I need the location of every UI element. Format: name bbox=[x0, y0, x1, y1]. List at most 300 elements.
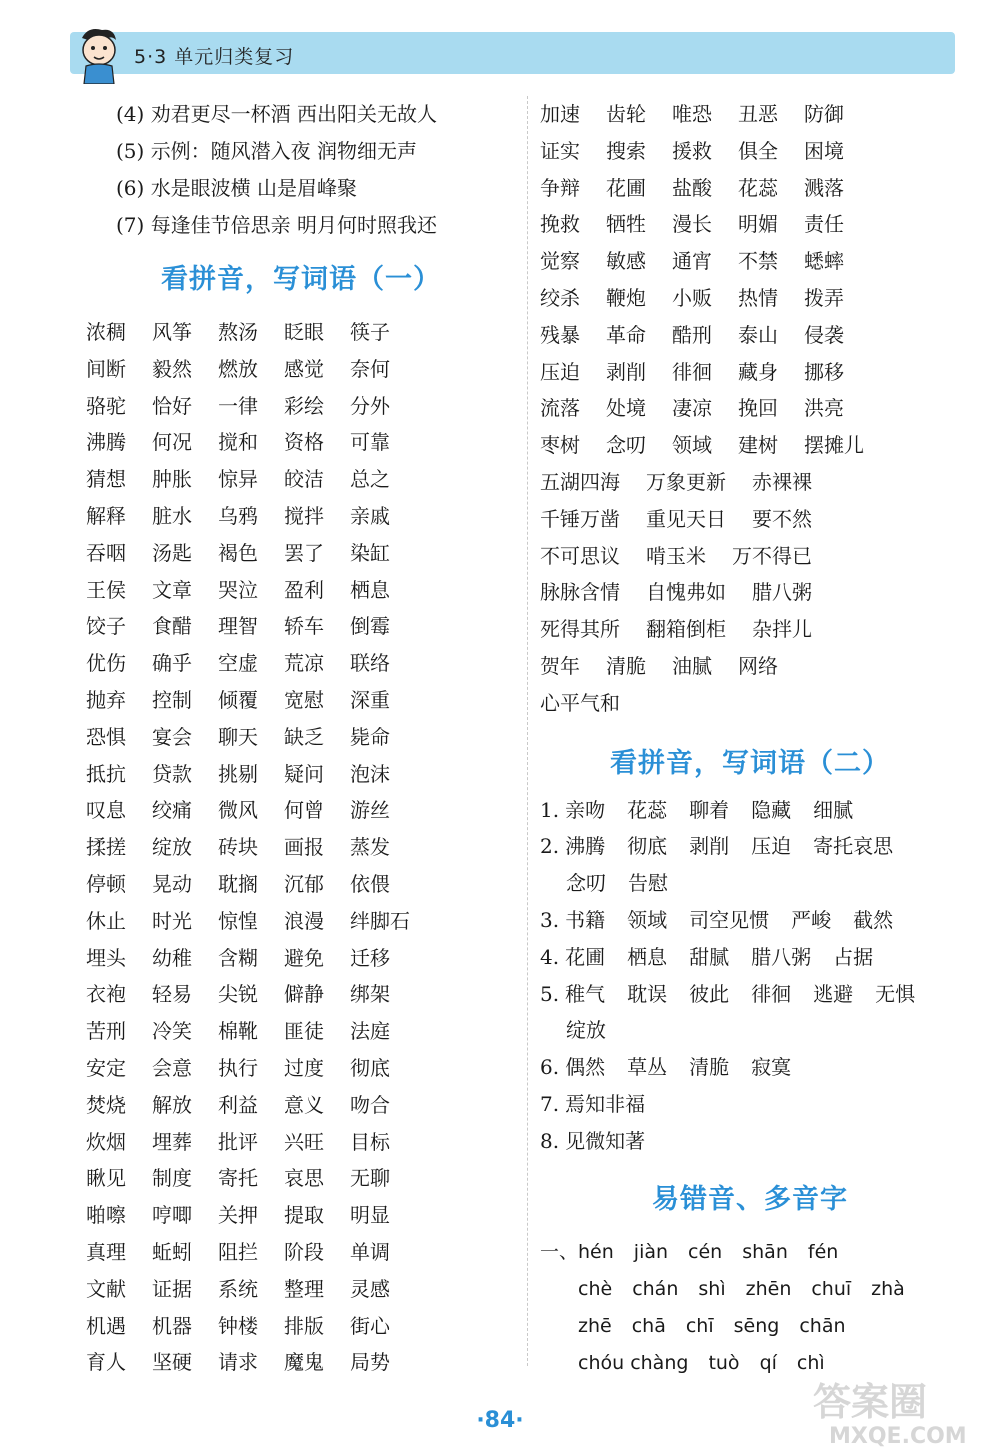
answer-word: 花蕊 bbox=[627, 797, 668, 822]
word: 棉靴 bbox=[218, 1019, 258, 1044]
phrase: 啃玉米 bbox=[646, 543, 706, 568]
word: 念叨 bbox=[606, 433, 646, 458]
pinyin: qí bbox=[759, 1351, 777, 1374]
word: 亲戚 bbox=[350, 503, 390, 528]
phrase: 千锤万凿 bbox=[540, 506, 620, 531]
answer-word: 告慰 bbox=[628, 871, 668, 896]
pinyin: chán bbox=[632, 1277, 679, 1300]
word: 浪漫 bbox=[284, 908, 324, 933]
word: 争辩 bbox=[540, 175, 580, 200]
word: 罢了 bbox=[284, 540, 324, 565]
word-row bbox=[86, 1234, 516, 1271]
word-row bbox=[86, 829, 516, 866]
word-row bbox=[86, 756, 516, 793]
word: 系统 bbox=[218, 1276, 258, 1301]
word: 意义 bbox=[284, 1092, 324, 1117]
word: 迁移 bbox=[350, 945, 390, 970]
phrase-row bbox=[540, 611, 960, 648]
word: 寄托 bbox=[218, 1166, 258, 1191]
phrase-row bbox=[540, 538, 960, 575]
word: 宽慰 bbox=[284, 687, 324, 712]
phrase-row bbox=[540, 685, 960, 722]
answer-word: 绽放 bbox=[566, 1018, 606, 1043]
word: 吻合 bbox=[350, 1092, 390, 1117]
answer-word: 焉知非福 bbox=[565, 1091, 646, 1116]
word: 残暴 bbox=[540, 322, 580, 347]
word: 时光 bbox=[152, 908, 192, 933]
answer-number: 4. bbox=[540, 944, 560, 969]
phrase: 清脆 bbox=[606, 653, 646, 678]
word: 敏感 bbox=[606, 249, 646, 274]
word-row bbox=[540, 317, 960, 354]
word: 哭泣 bbox=[218, 577, 258, 602]
column-divider bbox=[527, 96, 528, 1366]
answer-word: 见微知著 bbox=[565, 1128, 646, 1153]
answer-word: 腊八粥 bbox=[751, 944, 812, 969]
word: 灵感 bbox=[350, 1276, 390, 1301]
word-row bbox=[86, 1013, 516, 1050]
word: 文章 bbox=[152, 577, 192, 602]
word: 晃动 bbox=[152, 871, 192, 896]
word: 感觉 bbox=[284, 356, 324, 381]
word: 资格 bbox=[284, 430, 324, 455]
phrase: 死得其所 bbox=[540, 617, 620, 642]
pinyin: shān bbox=[742, 1240, 788, 1263]
word-row bbox=[86, 314, 516, 351]
word: 优伤 bbox=[86, 651, 126, 676]
word-row bbox=[86, 424, 516, 461]
answer-word: 栖息 bbox=[627, 944, 668, 969]
word: 坚硬 bbox=[152, 1350, 192, 1375]
word: 筷子 bbox=[350, 320, 390, 344]
phrase: 重见天日 bbox=[646, 506, 726, 531]
word-row bbox=[540, 243, 960, 280]
word: 哼唧 bbox=[152, 1203, 192, 1228]
answer-word: 甜腻 bbox=[689, 944, 730, 969]
answer-word: 亲吻 bbox=[565, 797, 606, 822]
word: 过度 bbox=[284, 1055, 324, 1080]
word: 丑恶 bbox=[738, 102, 778, 126]
answer-word: 压迫 bbox=[751, 834, 792, 859]
pinyin: fén bbox=[807, 1240, 839, 1263]
pinyin: chān bbox=[799, 1314, 846, 1337]
word: 栖息 bbox=[350, 577, 390, 602]
word: 热情 bbox=[738, 285, 778, 310]
answer-row bbox=[540, 1086, 960, 1123]
word: 齿轮 bbox=[606, 102, 646, 126]
word: 整理 bbox=[284, 1276, 324, 1301]
word: 炊烟 bbox=[86, 1129, 126, 1154]
pinyin: chóu chàng bbox=[578, 1351, 689, 1374]
word: 处境 bbox=[606, 396, 646, 421]
word: 防御 bbox=[804, 102, 844, 126]
word: 冷笑 bbox=[152, 1019, 192, 1044]
answer-word: 剥削 bbox=[689, 834, 730, 859]
word: 控制 bbox=[152, 687, 192, 712]
answer-row bbox=[540, 939, 960, 976]
phrase: 万象更新 bbox=[646, 469, 726, 494]
word: 深重 bbox=[350, 687, 390, 712]
word: 休止 bbox=[86, 908, 126, 933]
word: 尖锐 bbox=[218, 982, 258, 1007]
word: 浓稠 bbox=[86, 320, 126, 344]
word: 燃放 bbox=[218, 356, 258, 381]
word: 机器 bbox=[152, 1313, 192, 1338]
word: 确乎 bbox=[152, 651, 192, 676]
word: 饺子 bbox=[86, 614, 126, 639]
answer-number: 7. bbox=[540, 1091, 560, 1116]
word: 眨眼 bbox=[284, 320, 324, 344]
pinyin: tuò bbox=[708, 1351, 740, 1374]
word: 风筝 bbox=[152, 320, 192, 344]
pinyin: shì bbox=[698, 1277, 726, 1300]
word: 援救 bbox=[672, 138, 712, 163]
word: 明显 bbox=[350, 1203, 390, 1228]
answer-word: 聊着 bbox=[689, 797, 730, 822]
pinyin: chī bbox=[685, 1314, 714, 1337]
word: 挪移 bbox=[804, 359, 844, 384]
word: 目标 bbox=[350, 1129, 390, 1154]
word: 砖块 bbox=[218, 835, 258, 860]
word: 溅落 bbox=[804, 175, 844, 200]
pinyin: chuī bbox=[811, 1277, 852, 1300]
word: 彩绘 bbox=[284, 393, 324, 418]
word: 困境 bbox=[804, 138, 844, 163]
word: 盐酸 bbox=[672, 175, 712, 200]
word: 钟楼 bbox=[218, 1313, 258, 1338]
word: 蚯蚓 bbox=[152, 1239, 192, 1264]
word-row bbox=[86, 682, 516, 719]
word: 何况 bbox=[152, 430, 192, 455]
word: 兴旺 bbox=[284, 1129, 324, 1154]
word: 汤匙 bbox=[152, 540, 192, 565]
word: 停顿 bbox=[86, 871, 126, 896]
word-row bbox=[86, 1050, 516, 1087]
answer-word: 领域 bbox=[627, 907, 668, 932]
word: 揉搓 bbox=[86, 835, 126, 860]
word: 不禁 bbox=[738, 249, 778, 274]
section-title: 易错音、多音字 bbox=[652, 1183, 848, 1215]
phrase-row bbox=[540, 501, 960, 538]
answer-number: 2. bbox=[540, 834, 560, 859]
word: 啪嚓 bbox=[86, 1203, 126, 1228]
word-row bbox=[540, 206, 960, 243]
word-row bbox=[86, 1344, 516, 1381]
word: 徘徊 bbox=[672, 359, 712, 384]
word: 僻静 bbox=[284, 982, 324, 1007]
word: 埋葬 bbox=[152, 1129, 192, 1154]
word: 责任 bbox=[804, 212, 844, 237]
word: 可靠 bbox=[350, 430, 390, 455]
answer-word: 寄托哀思 bbox=[813, 834, 894, 859]
phrase: 心平气和 bbox=[540, 690, 620, 715]
right-column bbox=[540, 96, 960, 1382]
word: 凄凉 bbox=[672, 396, 712, 421]
word: 单调 bbox=[350, 1239, 390, 1264]
word-row bbox=[86, 498, 516, 535]
word-row bbox=[86, 1087, 516, 1124]
word: 画报 bbox=[284, 835, 324, 860]
word: 通宵 bbox=[672, 249, 712, 274]
word: 绞杀 bbox=[540, 285, 580, 310]
word: 俱全 bbox=[738, 138, 778, 163]
answer-list bbox=[540, 792, 960, 1160]
cartoon-boy-icon bbox=[68, 26, 130, 84]
phrase: 油腻 bbox=[672, 653, 712, 678]
word: 证据 bbox=[152, 1276, 192, 1301]
poem-line: (5) 示例：随风潜入夜 润物细无声 bbox=[116, 139, 418, 163]
word: 唯恐 bbox=[672, 102, 712, 126]
word-row bbox=[540, 390, 960, 427]
pinyin: zhēn bbox=[745, 1277, 792, 1300]
word: 微风 bbox=[218, 798, 258, 823]
word-row bbox=[540, 170, 960, 207]
watermark-line2: MXQE.COM bbox=[829, 1424, 967, 1449]
word: 轿车 bbox=[284, 614, 324, 639]
pinyin-row bbox=[540, 1234, 960, 1271]
word-row bbox=[86, 572, 516, 609]
word: 惊惶 bbox=[218, 908, 258, 933]
word: 依偎 bbox=[350, 871, 390, 896]
word: 安定 bbox=[86, 1055, 126, 1080]
word: 无聊 bbox=[350, 1166, 390, 1191]
word-row bbox=[86, 940, 516, 977]
word: 魔鬼 bbox=[284, 1350, 324, 1375]
pinyin: jiàn bbox=[633, 1240, 669, 1263]
phrase: 杂拌儿 bbox=[752, 617, 812, 642]
word: 绞痛 bbox=[152, 798, 192, 823]
word: 理智 bbox=[218, 614, 258, 639]
word-row bbox=[86, 1160, 516, 1197]
word-row bbox=[86, 719, 516, 756]
phrase-row bbox=[540, 464, 960, 501]
word: 拨弄 bbox=[804, 285, 844, 310]
answer-word: 隐藏 bbox=[751, 797, 792, 822]
word: 毙命 bbox=[350, 724, 390, 749]
word-row bbox=[86, 461, 516, 498]
answer-row bbox=[540, 792, 960, 829]
word: 恐惧 bbox=[86, 724, 126, 749]
pinyin: chā bbox=[631, 1314, 666, 1337]
answer-word: 细腻 bbox=[813, 797, 854, 822]
answer-word: 无惧 bbox=[875, 981, 916, 1006]
word-row bbox=[86, 1197, 516, 1234]
phrase: 腊八粥 bbox=[752, 580, 812, 605]
answer-word: 寂寞 bbox=[751, 1055, 792, 1080]
section-title: 看拼音，写词语（二） bbox=[610, 747, 890, 779]
word: 泡沫 bbox=[350, 761, 390, 786]
page-number: ·84· bbox=[476, 1408, 524, 1433]
answer-word: 花圃 bbox=[565, 944, 606, 969]
answer-row bbox=[540, 1012, 960, 1049]
answer-word: 草丛 bbox=[627, 1055, 668, 1080]
word: 沸腾 bbox=[86, 430, 126, 455]
word: 提取 bbox=[284, 1203, 324, 1228]
word: 藏身 bbox=[738, 359, 778, 384]
word: 沉郁 bbox=[284, 871, 324, 896]
word-row bbox=[540, 96, 960, 133]
word: 盈利 bbox=[284, 577, 324, 602]
word: 挑剔 bbox=[218, 761, 258, 786]
word: 贷款 bbox=[152, 761, 192, 786]
word: 衣袍 bbox=[86, 982, 126, 1007]
pinyin: chì bbox=[796, 1351, 825, 1374]
word: 酷刑 bbox=[672, 322, 712, 347]
word: 法庭 bbox=[350, 1019, 390, 1044]
phrase-row bbox=[540, 574, 960, 611]
poem-line: (7) 每逢佳节倍思亲 明月何时照我还 bbox=[116, 213, 438, 237]
word: 搅拌 bbox=[284, 503, 324, 528]
word: 抛弃 bbox=[86, 687, 126, 712]
answer-row bbox=[540, 1049, 960, 1086]
word: 革命 bbox=[606, 322, 646, 347]
word-row bbox=[540, 133, 960, 170]
phrase: 贺年 bbox=[540, 653, 580, 678]
word: 倒霉 bbox=[350, 614, 390, 639]
word: 匪徒 bbox=[284, 1019, 324, 1044]
word: 会意 bbox=[152, 1055, 192, 1080]
word: 花蕊 bbox=[738, 175, 778, 200]
answer-word: 彻底 bbox=[627, 834, 668, 859]
word: 加速 bbox=[540, 102, 580, 126]
word-row bbox=[540, 280, 960, 317]
answer-word: 彼此 bbox=[689, 981, 730, 1006]
word-row bbox=[86, 1308, 516, 1345]
word: 阶段 bbox=[284, 1239, 324, 1264]
pinyin: hén bbox=[578, 1240, 614, 1263]
answer-word: 严峻 bbox=[791, 907, 832, 932]
word: 请求 bbox=[218, 1350, 258, 1375]
word: 骆驼 bbox=[86, 393, 126, 418]
word: 一律 bbox=[218, 393, 258, 418]
word: 肿胀 bbox=[152, 467, 192, 492]
word: 惊异 bbox=[218, 467, 258, 492]
word: 小贩 bbox=[672, 285, 712, 310]
word: 花圃 bbox=[606, 175, 646, 200]
pinyin: cén bbox=[688, 1240, 723, 1263]
phrase: 万不得已 bbox=[732, 543, 812, 568]
word: 聊天 bbox=[218, 724, 258, 749]
answer-word: 耽误 bbox=[627, 981, 668, 1006]
word: 疑问 bbox=[284, 761, 324, 786]
word: 何曾 bbox=[284, 798, 324, 823]
word: 搅和 bbox=[218, 430, 258, 455]
word: 避免 bbox=[284, 945, 324, 970]
word: 解放 bbox=[152, 1092, 192, 1117]
answer-word: 司空见惯 bbox=[689, 907, 770, 932]
word: 觉察 bbox=[540, 249, 580, 274]
answer-number: 8. bbox=[540, 1128, 560, 1153]
word: 机遇 bbox=[86, 1313, 126, 1338]
section-title: 看拼音，写词语（一） bbox=[161, 264, 441, 295]
phrase: 五湖四海 bbox=[540, 469, 620, 494]
word: 总之 bbox=[350, 467, 390, 492]
word: 埋头 bbox=[86, 945, 126, 970]
word: 吞咽 bbox=[86, 540, 126, 565]
word: 熬汤 bbox=[218, 320, 258, 344]
question-label: 一、 bbox=[540, 1240, 579, 1263]
phrase: 赤裸裸 bbox=[752, 469, 812, 494]
word: 搜索 bbox=[606, 138, 646, 163]
phrase: 翻箱倒柜 bbox=[646, 617, 726, 642]
word: 领域 bbox=[672, 433, 712, 458]
word: 毅然 bbox=[152, 356, 192, 381]
answer-word: 逃避 bbox=[813, 981, 854, 1006]
word-row bbox=[86, 608, 516, 645]
word: 绊脚石 bbox=[350, 908, 410, 933]
word: 剥削 bbox=[606, 359, 646, 384]
word-row bbox=[86, 866, 516, 903]
poem-line: (6) 水是眼波横 山是眉峰聚 bbox=[116, 176, 358, 200]
word-row bbox=[86, 903, 516, 940]
word: 哀思 bbox=[284, 1166, 324, 1191]
word: 奈何 bbox=[350, 356, 390, 381]
word: 脏水 bbox=[152, 503, 192, 528]
phrase: 自愧弗如 bbox=[646, 580, 726, 605]
word: 皎洁 bbox=[284, 467, 324, 492]
pinyin: sēng bbox=[733, 1314, 780, 1337]
word: 间断 bbox=[86, 356, 126, 381]
word: 挽救 bbox=[540, 212, 580, 237]
word: 证实 bbox=[540, 138, 580, 163]
word-row bbox=[540, 427, 960, 464]
word: 鞭炮 bbox=[606, 285, 646, 310]
poem-answers bbox=[56, 96, 516, 244]
word: 育人 bbox=[86, 1350, 126, 1375]
answer-row bbox=[540, 902, 960, 939]
answer-word: 清脆 bbox=[689, 1055, 730, 1080]
word: 联络 bbox=[350, 651, 390, 676]
word: 利益 bbox=[218, 1092, 258, 1117]
word: 瞅见 bbox=[86, 1166, 126, 1191]
word-row bbox=[86, 645, 516, 682]
word-row bbox=[540, 354, 960, 391]
word: 彻底 bbox=[350, 1055, 390, 1080]
word: 抵抗 bbox=[86, 761, 126, 786]
pinyin: zhà bbox=[871, 1277, 905, 1300]
word: 明媚 bbox=[738, 212, 778, 237]
word: 含糊 bbox=[218, 945, 258, 970]
answer-row bbox=[540, 865, 960, 902]
word: 蟋蟀 bbox=[804, 249, 844, 274]
word: 洪亮 bbox=[804, 396, 844, 421]
pinyin-row bbox=[540, 1308, 960, 1345]
answer-number: 6. bbox=[540, 1055, 560, 1080]
word: 制度 bbox=[152, 1166, 192, 1191]
word: 猜想 bbox=[86, 467, 126, 492]
word: 空虚 bbox=[218, 651, 258, 676]
word: 枣树 bbox=[540, 433, 580, 458]
word: 轻易 bbox=[152, 982, 192, 1007]
word: 绑架 bbox=[350, 982, 390, 1007]
word: 建树 bbox=[738, 433, 778, 458]
word: 泰山 bbox=[738, 322, 778, 347]
word-row bbox=[86, 388, 516, 425]
answer-word: 截然 bbox=[853, 907, 894, 932]
answer-row bbox=[540, 828, 960, 865]
answer-word: 稚气 bbox=[565, 981, 606, 1006]
word: 牺牲 bbox=[606, 212, 646, 237]
word-row bbox=[86, 976, 516, 1013]
word: 真理 bbox=[86, 1239, 126, 1264]
answer-row bbox=[540, 1123, 960, 1160]
watermark-line1: 答案圈 bbox=[813, 1380, 928, 1424]
answer-word: 占据 bbox=[833, 944, 874, 969]
answer-word: 念叨 bbox=[566, 871, 606, 896]
word-row bbox=[86, 351, 516, 388]
watermark-logo bbox=[805, 1369, 990, 1449]
word: 挽回 bbox=[738, 396, 778, 421]
